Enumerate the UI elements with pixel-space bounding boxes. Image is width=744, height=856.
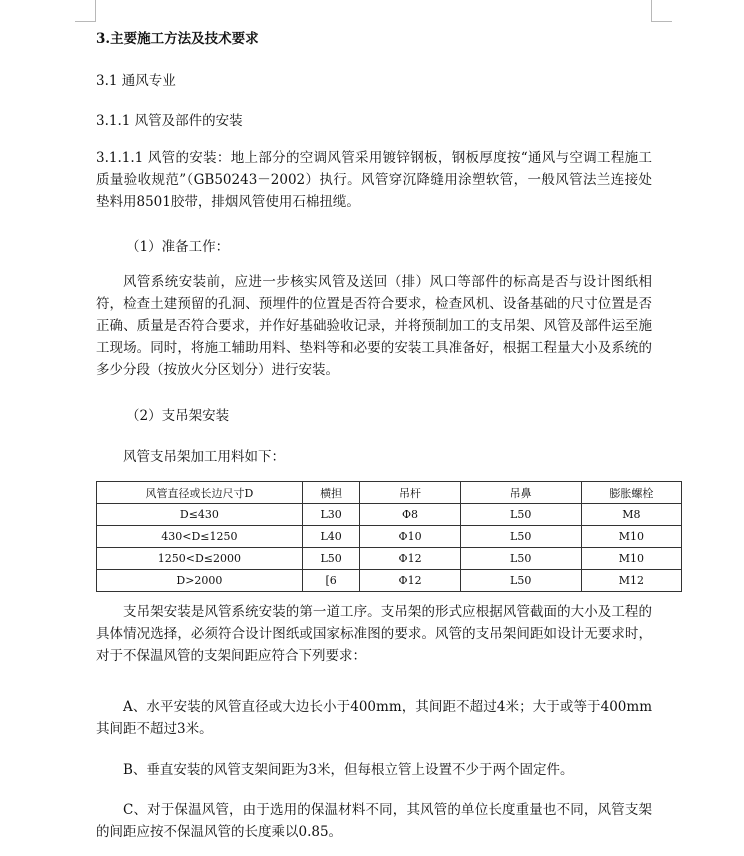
table-cell: M12 — [581, 570, 681, 592]
heading-3-1-1: 3.1.1 风管及部件的安装 — [96, 113, 243, 129]
crop-mark-right — [651, 0, 652, 22]
table-cell: 1250<D≤2000 — [97, 548, 303, 570]
table-cell: L30 — [302, 504, 360, 526]
table-cell: L50 — [460, 548, 581, 570]
table-row — [97, 504, 682, 526]
heading-3: 3.主要施工方法及技术要求 — [96, 31, 259, 47]
table-row — [97, 526, 682, 548]
table-cell: M10 — [581, 526, 681, 548]
table-cell: Φ12 — [360, 570, 460, 592]
paragraph-c: C、对于保温风管，由于选用的保温材料不同，其风管的单位长度重量也不同，风管支架的间距应按不保温风管的长度乘以0.85。 — [96, 802, 652, 840]
table-header-cell: 膨胀螺栓 — [581, 482, 681, 504]
table-cell: L50 — [460, 504, 581, 526]
paragraph-support: 支吊架安装是风管系统安装的第一道工序。支吊架的形式应根据风管截面的大小及工程的具体情况选择，必须符合设计图纸或国家标准图的要求。风管的支吊架间距如设计无要求时，对于不保温风管的支架间距应符合下列要求： — [96, 604, 652, 664]
table-cell: L40 — [302, 526, 360, 548]
table-cell: M10 — [581, 548, 681, 570]
table-cell: D>2000 — [97, 570, 303, 592]
table-cell: L50 — [302, 548, 360, 570]
table-cell: Φ8 — [360, 504, 460, 526]
table-row — [97, 548, 682, 570]
table-cell: L50 — [460, 526, 581, 548]
table-header-cell: 风管直径或长边尺寸D — [97, 482, 303, 504]
table-cell: M8 — [581, 504, 681, 526]
heading-3-1: 3.1 通风专业 — [96, 73, 176, 89]
table-cell: L50 — [460, 570, 581, 592]
table-cell: Φ10 — [360, 526, 460, 548]
item-2-title: （2）支吊架安装 — [126, 408, 230, 424]
table-cell: Φ12 — [360, 548, 460, 570]
crop-mark-left-h — [75, 21, 95, 22]
item-1-title: （1）准备工作： — [126, 239, 230, 255]
crop-mark-right-h — [652, 21, 672, 22]
table-cell: [6 — [302, 570, 360, 592]
table-header-cell: 吊鼻 — [460, 482, 581, 504]
support-material-table — [96, 481, 682, 592]
table-intro: 风管支吊架加工用料如下： — [123, 449, 285, 465]
crop-mark-left — [95, 0, 96, 22]
table-header-cell: 吊杆 — [360, 482, 460, 504]
item-1-body: 风管系统安装前，应进一步核实风管及送回（排）风口等部件的标高是否与设计图纸相符，检查土建预留的孔洞、预埋件的位置是否符合要求，检查风机、设备基础的尺寸位置是否正确、质量是否符合要求，并作好基础验收记录，并将预制加工的支吊架、风管及部件运至施工现场。同时，将施工辅助用料、垫料等和必要的安装工具准备好，根据工程量大小及系统的多少分段（按放火分区划分）进行安装。 — [96, 274, 652, 378]
table-cell: D≤430 — [97, 504, 303, 526]
table-row — [97, 570, 682, 592]
table-header-cell: 横担 — [302, 482, 360, 504]
table-cell: 430<D≤1250 — [97, 526, 303, 548]
paragraph-3-1-1-1: 3.1.1.1 风管的安装：地上部分的空调风管采用镀锌钢板，钢板厚度按“通风与空调工程施工质量验收规范”（GB50243－2002）执行。风管穿沉降缝用涂塑软管，一般风管法兰连接处垫料用8501胶带，排烟风管使用石棉扭缆。 — [96, 150, 652, 210]
paragraph-a: A、水平安装的风管直径或大边长小于400mm，其间距不超过4米；大于或等于400mm其间距不超过3米。 — [96, 699, 652, 737]
paragraph-b: B、垂直安装的风管支架间距为3米，但每根立管上设置不少于两个固定件。 — [123, 762, 574, 778]
table-header-row — [97, 482, 682, 504]
